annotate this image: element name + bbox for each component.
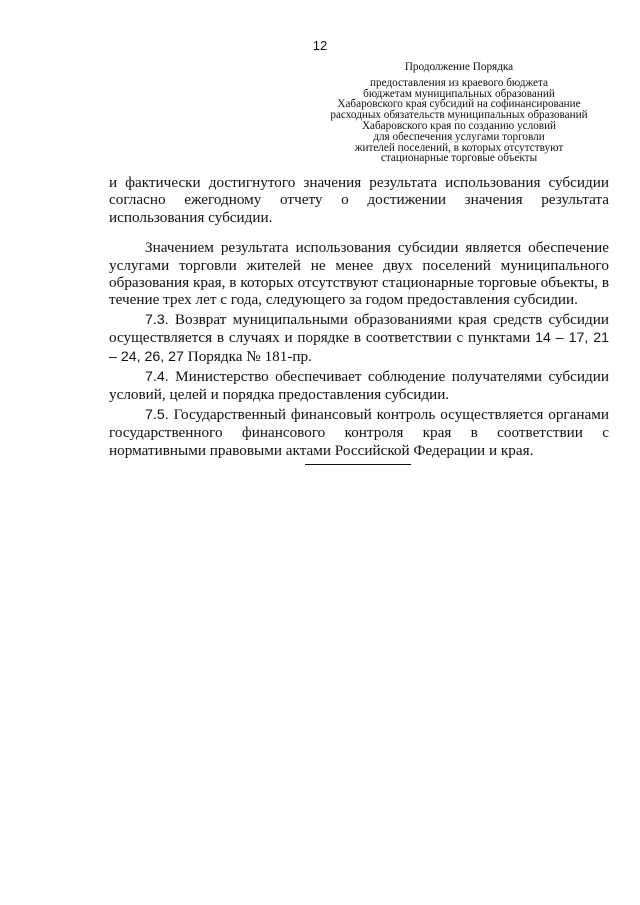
header-line: для обеспечения услугами торговли bbox=[373, 130, 545, 143]
paragraph-7-4 bbox=[109, 368, 609, 404]
clause-references: 14 – 17, 21 – 24, 26, 27 bbox=[109, 330, 610, 365]
clause-text: Министерство обеспечивает соблюдение получателями субсидии условий, целей и порядка предоставления субсидии. bbox=[109, 368, 609, 404]
clause-text: Порядка № 181-пр. bbox=[183, 347, 312, 365]
header-line: жителей поселений, в которых отсутствуют bbox=[354, 141, 564, 154]
document-header bbox=[304, 62, 614, 164]
header-line: стационарные торговые объекты bbox=[380, 152, 538, 165]
header-line: расходных обязательств муниципальных образований bbox=[330, 109, 588, 122]
paragraph-7-5 bbox=[109, 406, 609, 459]
clause-text: Государственный финансовый контроль осуществляется органами государственного финансового контроля края в соответствии с нормативными правовыми актами Российской Федерации и края. bbox=[109, 405, 609, 459]
end-of-document-line bbox=[305, 464, 411, 465]
clause-text: Возврат муниципальными образованиями края средств субсидии осуществляется в случаях и порядке в соответствии с пунктами bbox=[109, 310, 609, 347]
clause-number: 7.5. bbox=[145, 406, 169, 423]
header-continuation: Продолжение Порядка bbox=[404, 61, 514, 73]
page-number: 12 bbox=[312, 38, 328, 53]
paragraph-7-3 bbox=[109, 311, 609, 366]
header-line: Хабаровского края субсидий на софинансирование bbox=[337, 98, 581, 111]
header-line: предоставления из краевого бюджета bbox=[370, 76, 548, 89]
clause-number: 7.4. bbox=[145, 369, 169, 386]
document-body bbox=[109, 174, 609, 459]
header-line: Хабаровского края по созданию условий bbox=[361, 119, 557, 132]
header-line: бюджетам муниципальных образований bbox=[363, 87, 555, 100]
paragraph-continuation: и фактически достигнутого значения результата использования субсидии согласно ежегодному отчету о достижении значения результата использования субсидии. bbox=[109, 174, 609, 226]
clause-number: 7.3. bbox=[145, 311, 169, 328]
paragraph-result-value: Значением результата использования субсидии является обеспечение услугами торговли жителей не менее двух поселений муниципального образования края, в которых отсутствуют стационарные торговые объекты, в течение трех лет с года, следующего за годом предоставления субсидии. bbox=[109, 239, 609, 309]
